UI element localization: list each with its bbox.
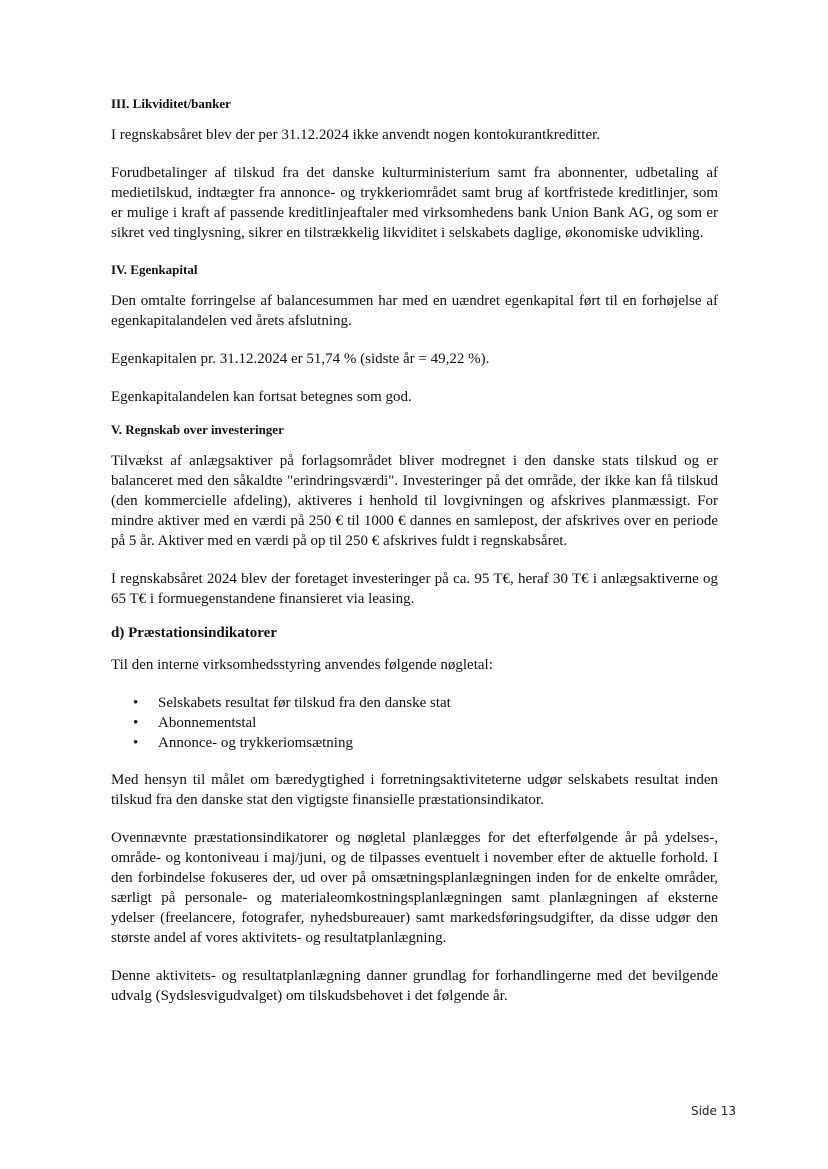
indicator-list <box>111 693 718 753</box>
bullet-icon: • <box>133 735 139 751</box>
bullet-icon: • <box>133 715 139 731</box>
paragraph: Denne aktivitets- og resultatplanlægning danner grundlag for forhandlingerne med det bevilgende udvalg (Sydslesvigudvalget) om tilskudsbehovet i det følgende år. <box>111 968 718 1004</box>
document-page <box>111 95 718 1024</box>
section-heading-investments: V. Regnskab over investeringer <box>111 422 284 437</box>
list-item <box>111 713 718 733</box>
paragraph: Til den interne virksomhedsstyring anvendes følgende nøgletal: <box>111 657 493 673</box>
section-heading-liquidity: III. Likviditet/banker <box>111 96 231 111</box>
paragraph: Ovennævnte præstationsindikatorer og nøgletal planlægges for det efterfølgende år på ydelses-, område- og kontoniveau i maj/juni, og de tilpasses eventuelt i november efter de aktuelle forhold. I den forbindelse fokuseres der, ud over på omsætningsplanlægningen inden for de enkelte områder, særligt på personale- og materialeomkostningsplanlægningen samt planlægningen af eksterne ydelser (freelancere, fotografer, nyhedsbureauer) samt markedsføringsudgifter, da disse udgør den største andel af vores aktivitets- og resultatplanlægning. <box>111 830 718 946</box>
list-item-text: Abonnementstal <box>158 715 257 731</box>
list-item-text: Selskabets resultat før tilskud fra den danske stat <box>158 695 451 711</box>
paragraph: Egenkapitalandelen kan fortsat betegnes som god. <box>111 389 412 405</box>
paragraph: I regnskabsåret blev der per 31.12.2024 ikke anvendt nogen kontokurantkreditter. <box>111 127 601 143</box>
section-heading-indicators: d) Præstationsindikatorer <box>111 625 277 641</box>
bullet-icon: • <box>133 695 139 711</box>
list-item-text: Annonce- og trykkeriomsætning <box>158 735 353 751</box>
page-number: Side 13 <box>690 1104 736 1118</box>
list-item <box>111 693 718 713</box>
paragraph: Med hensyn til målet om bæredygtighed i forretningsaktiviteterne udgør selskabets resultat inden tilskud fra den danske stat den vigtigste finansielle præstationsindikator. <box>111 772 718 808</box>
paragraph: I regnskabsåret 2024 blev der foretaget investeringer på ca. 95 T€, heraf 30 T€ i anlægsaktiverne og 65 T€ i formuegenstandene finansieret via leasing. <box>111 571 718 607</box>
list-item <box>111 733 718 753</box>
paragraph: Forudbetalinger af tilskud fra det danske kulturministerium samt fra abonnenter, udbetaling af medietilskud, indtægter fra annonce- og trykkeriområdet samt brug af kortfristede kreditlinjer, som er mulige i kraft af passende kreditlinjeaftaler med virksomhedens bank Union Bank AG, og som er sikret ved tinglysning, sikrer en tilstrækkelig likviditet i selskabets daglige, økonomiske udvikling. <box>111 165 718 241</box>
paragraph: Egenkapitalen pr. 31.12.2024 er 51,74 % (sidste år = 49,22 %). <box>111 351 490 367</box>
paragraph: Tilvækst af anlægsaktiver på forlagsområdet bliver modregnet i den danske stats tilskud og er balanceret med den såkaldte "erindringsværdi". Investeringer på det område, der ikke kan få tilskud (den kommercielle afdeling), aktiveres i henhold til lovgivningen og afskrives planmæssigt. For mindre aktiver med en værdi på 250 € til 1000 € dannes en samlepost, der afskrives over en periode på 5 år. Aktiver med en værdi på op til 250 € afskrives fuldt i regnskabsåret. <box>111 453 718 549</box>
paragraph: Den omtalte forringelse af balancesummen har med en uændret egenkapital ført til en forhøjelse af egenkapitalandelen ved årets afslutning. <box>111 293 718 329</box>
section-heading-equity: IV. Egenkapital <box>111 262 198 277</box>
